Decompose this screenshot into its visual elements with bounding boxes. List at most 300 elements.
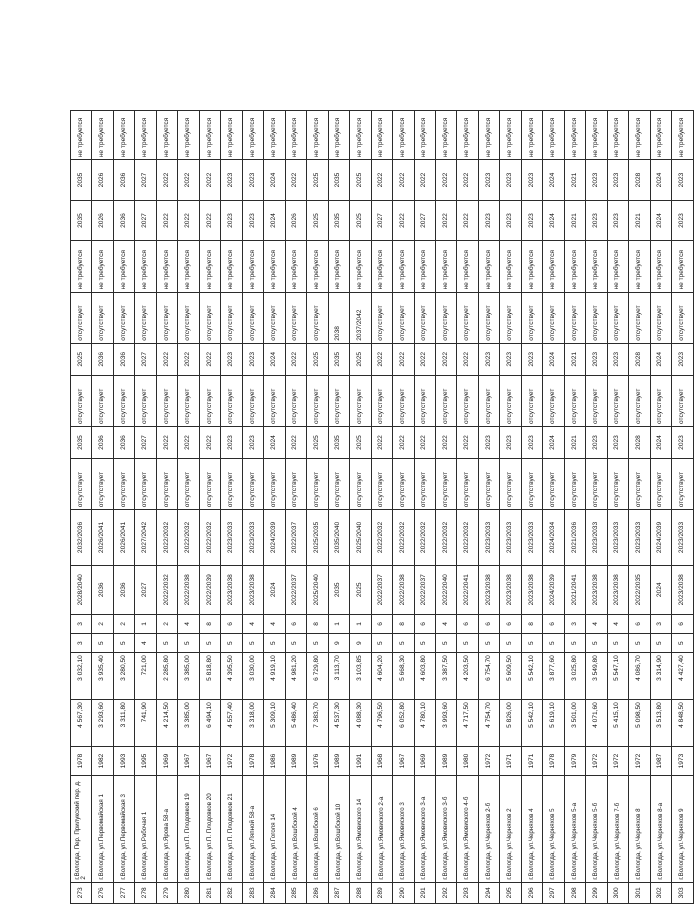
cell-year-water: 2036 — [113, 200, 134, 241]
cell-living-area: 4 427,40 — [672, 653, 694, 700]
cell-repair-electric: отсутствует — [156, 375, 177, 426]
cell-total-area: 5 486,40 — [285, 700, 306, 747]
cell-year-electric: 2021 — [564, 343, 585, 375]
cell-repair-basement: отсутствует — [156, 459, 177, 510]
cell-total-area: 6 494,10 — [199, 700, 220, 747]
cell-living-area: 3 877,60 — [543, 653, 564, 700]
cell-year-built: 1976 — [307, 747, 328, 776]
cell-repair-lift: не требуется — [135, 241, 156, 292]
cell-repair-heating: отсутствует — [414, 292, 435, 343]
cell-year-sewer: 2022 — [414, 160, 435, 201]
cell-entrances: 6 — [285, 614, 306, 633]
cell-repair-electric: отсутствует — [478, 375, 499, 426]
cell-repair-basement: отсутствует — [285, 459, 306, 510]
cell-year-water: 2035 — [328, 200, 349, 241]
cell-year-basement: 2025 — [350, 427, 371, 459]
cell-repair-basement: отсутствует — [650, 459, 671, 510]
cell-row-number: 283 — [242, 882, 263, 903]
cell-repair-heating: отсутствует — [564, 292, 585, 343]
cell-floors: 5 — [221, 634, 242, 653]
cell-year-built: 1993 — [113, 747, 134, 776]
cell-floors: 5 — [242, 634, 263, 653]
cell-repair-facade: 2023/2033 — [500, 510, 521, 565]
cell-repair-electric: отсутствует — [414, 375, 435, 426]
cell-year-water: 2022 — [435, 200, 456, 241]
cell-total-area: 4 754,70 — [478, 700, 499, 747]
cell-year-built: 1972 — [607, 747, 628, 776]
cell-repair-facade: 2026/2041 — [92, 510, 113, 565]
cell-repair-roof: 2028/2040 — [71, 565, 92, 614]
cell-living-area: 4 603,80 — [414, 653, 435, 700]
cell-repair-electric: отсутствует — [371, 375, 392, 426]
cell-floors: 5 — [199, 634, 220, 653]
cell-entrances: 2 — [113, 614, 134, 633]
cell-address: г.Вологда, ул.Черняхов 4 — [521, 775, 542, 882]
cell-entrances: 6 — [414, 614, 435, 633]
cell-year-basement: 2024 — [650, 427, 671, 459]
cell-repair-heating: отсутствует — [586, 292, 607, 343]
cell-entrances: 6 — [371, 614, 392, 633]
cell-repair-basement: отсутствует — [242, 459, 263, 510]
cell-floors: 5 — [564, 634, 585, 653]
cell-year-water: 2023 — [672, 200, 694, 241]
table-row — [92, 111, 113, 904]
cell-address: г.Вологда, ул.Черняхов 8 — [629, 775, 650, 882]
cell-address: г.Вологда, ул.Первомайская 3 — [113, 775, 134, 882]
cell-repair-electric: отсутствует — [71, 375, 92, 426]
cell-living-area: 3 025,80 — [564, 653, 585, 700]
cell-repair-lift: не требуется — [543, 241, 564, 292]
cell-entrances: 3 — [71, 614, 92, 633]
cell-repair-foundation: не требуется — [435, 111, 456, 160]
cell-repair-foundation: не требуется — [371, 111, 392, 160]
cell-repair-facade: 2022/2032 — [457, 510, 478, 565]
cell-repair-heating: отсутствует — [71, 292, 92, 343]
cell-year-built: 1972 — [586, 747, 607, 776]
cell-repair-lift: не требуется — [71, 241, 92, 292]
cell-year-sewer: 2026 — [92, 160, 113, 201]
cell-repair-foundation: не требуется — [521, 111, 542, 160]
cell-total-area: 5 542,10 — [521, 700, 542, 747]
cell-repair-lift: не требуется — [328, 241, 349, 292]
cell-floors: 5 — [500, 634, 521, 653]
cell-year-sewer: 2025 — [307, 160, 328, 201]
cell-year-built: 1989 — [285, 747, 306, 776]
cell-repair-foundation: не требуется — [350, 111, 371, 160]
cell-repair-lift: не требуется — [221, 241, 242, 292]
cell-total-area: 4 537,30 — [328, 700, 349, 747]
cell-year-basement: 2035 — [71, 427, 92, 459]
table-row — [521, 111, 542, 904]
cell-repair-electric: отсутствует — [264, 375, 285, 426]
cell-entrances: 6 — [672, 614, 694, 633]
cell-row-number: 295 — [500, 882, 521, 903]
cell-year-built: 1989 — [328, 747, 349, 776]
cell-floors: 5 — [435, 634, 456, 653]
cell-living-area: 5 547,10 — [607, 653, 628, 700]
table-row — [672, 111, 694, 904]
cell-year-built: 1972 — [629, 747, 650, 776]
cell-year-electric: 2022 — [156, 343, 177, 375]
cell-row-number: 281 — [199, 882, 220, 903]
cell-year-built: 1979 — [564, 747, 585, 776]
cell-entrances: 1 — [350, 614, 371, 633]
cell-year-electric: 2023 — [672, 343, 694, 375]
cell-repair-roof: 2023/2038 — [521, 565, 542, 614]
cell-repair-foundation: не требуется — [264, 111, 285, 160]
cell-repair-foundation: не требуется — [221, 111, 242, 160]
cell-repair-lift: не требуется — [350, 241, 371, 292]
cell-year-basement: 2035 — [328, 427, 349, 459]
cell-row-number: 297 — [543, 882, 564, 903]
cell-entrances: 4 — [435, 614, 456, 633]
cell-repair-basement: отсутствует — [178, 459, 199, 510]
cell-year-built: 1971 — [500, 747, 521, 776]
cell-floors: 3 — [71, 634, 92, 653]
cell-repair-electric: отсутствует — [199, 375, 220, 426]
cell-living-area: 4 981,20 — [285, 653, 306, 700]
cell-repair-facade: 2022/2032 — [156, 510, 177, 565]
cell-entrances: 8 — [521, 614, 542, 633]
cell-repair-heating: отсутствует — [543, 292, 564, 343]
cell-repair-electric: отсутствует — [221, 375, 242, 426]
cell-year-sewer: 2022 — [435, 160, 456, 201]
cell-address: г.Вологда, ул.Черняхов 7-б — [607, 775, 628, 882]
cell-repair-roof: 2022/2040 — [435, 565, 456, 614]
cell-entrances: 6 — [478, 614, 499, 633]
cell-repair-roof: 2024 — [650, 565, 671, 614]
cell-year-water: 2021 — [564, 200, 585, 241]
cell-repair-roof: 2023/2038 — [672, 565, 694, 614]
cell-repair-roof: 2022/2039 — [199, 565, 220, 614]
cell-year-built: 1969 — [414, 747, 435, 776]
cell-year-water: 2023 — [586, 200, 607, 241]
cell-year-built: 1967 — [393, 747, 414, 776]
cell-repair-electric: отсутствует — [242, 375, 263, 426]
cell-entrances: 4 — [264, 614, 285, 633]
cell-repair-heating: отсутствует — [607, 292, 628, 343]
cell-living-area: 5 542,10 — [521, 653, 542, 700]
cell-year-basement: 2022 — [178, 427, 199, 459]
cell-total-area: 4 214,50 — [156, 700, 177, 747]
cell-year-built: 1978 — [543, 747, 564, 776]
cell-repair-heating: отсутствует — [457, 292, 478, 343]
cell-repair-facade: 2023/2033 — [478, 510, 499, 565]
cell-address: г.Вологда, ул.Черняхов 9 — [672, 775, 694, 882]
cell-row-number: 288 — [350, 882, 371, 903]
cell-total-area: 4 717,50 — [457, 700, 478, 747]
cell-year-sewer: 2036 — [113, 160, 134, 201]
cell-entrances: 3 — [650, 614, 671, 633]
cell-year-sewer: 2024 — [264, 160, 285, 201]
cell-repair-heating: отсутствует — [672, 292, 694, 343]
cell-floors: 5 — [285, 634, 306, 653]
cell-year-basement: 2027 — [135, 427, 156, 459]
cell-address: г.Вологда, ул.Ямовиского 14 — [350, 775, 371, 882]
cell-repair-basement: отсутствует — [221, 459, 242, 510]
cell-entrances: 4 — [586, 614, 607, 633]
cell-entrances: 6 — [500, 614, 521, 633]
cell-row-number: 294 — [478, 882, 499, 903]
cell-year-basement: 2023 — [586, 427, 607, 459]
cell-total-area: 5 619,10 — [543, 700, 564, 747]
cell-living-area: 3 935,40 — [92, 653, 113, 700]
cell-year-sewer: 2022 — [457, 160, 478, 201]
cell-address: г.Вологда, ул.Черняхов 5 — [543, 775, 564, 882]
cell-address: г.Вологда, ул.Ямовиского 3-а — [414, 775, 435, 882]
cell-year-water: 2027 — [371, 200, 392, 241]
cell-row-number: 285 — [285, 882, 306, 903]
cell-year-basement: 2022 — [457, 427, 478, 459]
cell-repair-basement: отсутствует — [521, 459, 542, 510]
table-row — [371, 111, 392, 904]
cell-floors: 5 — [414, 634, 435, 653]
cell-repair-lift: не требуется — [607, 241, 628, 292]
cell-floors: 5 — [543, 634, 564, 653]
cell-living-area: 3 030,00 — [242, 653, 263, 700]
cell-year-electric: 2023 — [478, 343, 499, 375]
cell-year-electric: 2027 — [135, 343, 156, 375]
cell-row-number: 299 — [586, 882, 607, 903]
cell-repair-foundation: не требуется — [71, 111, 92, 160]
cell-year-built: 1991 — [350, 747, 371, 776]
cell-repair-foundation: не требуется — [607, 111, 628, 160]
cell-total-area: 4 071,60 — [586, 700, 607, 747]
cell-year-water: 2023 — [242, 200, 263, 241]
cell-repair-roof: 2035 — [328, 565, 349, 614]
cell-year-electric: 2035 — [328, 343, 349, 375]
cell-year-water: 2022 — [457, 200, 478, 241]
cell-year-built: 1980 — [457, 747, 478, 776]
cell-year-basement: 2025 — [307, 427, 328, 459]
cell-address: г.Вологда, ул.Ямовиского 2-а — [371, 775, 392, 882]
cell-repair-basement: отсутствует — [92, 459, 113, 510]
cell-repair-heating: отсутствует — [242, 292, 263, 343]
cell-year-built: 1971 — [521, 747, 542, 776]
table-row — [564, 111, 585, 904]
cell-year-basement: 2023 — [221, 427, 242, 459]
cell-address: г.Вологда, ул.П. Плодовков 20 — [199, 775, 220, 882]
cell-year-water: 2022 — [156, 200, 177, 241]
cell-repair-foundation: не требуется — [328, 111, 349, 160]
cell-year-electric: 2036 — [113, 343, 134, 375]
cell-repair-roof: 2021/2041 — [564, 565, 585, 614]
cell-repair-facade: 2022/2032 — [178, 510, 199, 565]
table-row — [113, 111, 134, 904]
cell-year-sewer: 2023 — [221, 160, 242, 201]
cell-repair-foundation: не требуется — [178, 111, 199, 160]
cell-year-built: 1978 — [242, 747, 263, 776]
cell-repair-roof: 2022/2037 — [285, 565, 306, 614]
cell-year-basement: 2023 — [478, 427, 499, 459]
cell-repair-basement: отсутствует — [371, 459, 392, 510]
cell-repair-facade: 2022/2037 — [285, 510, 306, 565]
cell-year-sewer: 2035 — [328, 160, 349, 201]
cell-year-electric: 2023 — [607, 343, 628, 375]
cell-repair-facade: 2023/2033 — [672, 510, 694, 565]
cell-year-electric: 2023 — [586, 343, 607, 375]
cell-repair-basement: отсутствует — [113, 459, 134, 510]
cell-repair-lift: не требуется — [156, 241, 177, 292]
cell-repair-heating: отсутствует — [221, 292, 242, 343]
cell-year-electric: 2023 — [521, 343, 542, 375]
cell-repair-facade: 2023/2033 — [521, 510, 542, 565]
cell-year-electric: 2025 — [307, 343, 328, 375]
cell-repair-facade: 2024/2034 — [543, 510, 564, 565]
cell-repair-heating: отсутствует — [113, 292, 134, 343]
cell-year-sewer: 2023 — [242, 160, 263, 201]
cell-repair-facade: 2022/2032 — [435, 510, 456, 565]
table-row — [435, 111, 456, 904]
cell-repair-facade: 2022/2032 — [199, 510, 220, 565]
cell-total-area: 7 383,70 — [307, 700, 328, 747]
cell-repair-heating: отсутствует — [393, 292, 414, 343]
cell-row-number: 289 — [371, 882, 392, 903]
cell-repair-basement: отсутствует — [629, 459, 650, 510]
cell-address: г.Вологда, ул.Ямовиского 4-б — [457, 775, 478, 882]
cell-repair-roof: 2023/2038 — [221, 565, 242, 614]
data-table — [70, 110, 694, 904]
cell-repair-heating: отсутствует — [178, 292, 199, 343]
cell-year-water: 2025 — [307, 200, 328, 241]
cell-year-electric: 2022 — [457, 343, 478, 375]
cell-year-electric: 2022 — [199, 343, 220, 375]
cell-entrances: 4 — [178, 614, 199, 633]
cell-row-number: 278 — [135, 882, 156, 903]
cell-repair-electric: отсутствует — [178, 375, 199, 426]
cell-year-basement: 2022 — [156, 427, 177, 459]
table-row — [71, 111, 92, 904]
table-row — [500, 111, 521, 904]
cell-repair-roof: 2025 — [350, 565, 371, 614]
cell-floors: 5 — [264, 634, 285, 653]
rotated-page — [70, 110, 694, 904]
cell-repair-basement: отсутствует — [586, 459, 607, 510]
cell-living-area: 5 818,80 — [199, 653, 220, 700]
cell-repair-facade: 2024/2039 — [650, 510, 671, 565]
cell-repair-facade: 2023/2033 — [607, 510, 628, 565]
cell-repair-facade: 2023/2033 — [221, 510, 242, 565]
cell-row-number: 276 — [92, 882, 113, 903]
cell-entrances: 6 — [543, 614, 564, 633]
cell-year-sewer: 2022 — [371, 160, 392, 201]
cell-year-built: 1973 — [672, 747, 694, 776]
table-body — [71, 111, 694, 904]
cell-total-area: 5 415,10 — [607, 700, 628, 747]
cell-repair-electric: отсутствует — [113, 375, 134, 426]
cell-total-area: 4 796,50 — [371, 700, 392, 747]
cell-year-water: 2024 — [650, 200, 671, 241]
cell-floors: 5 — [521, 634, 542, 653]
cell-repair-facade: 2023/2033 — [629, 510, 650, 565]
cell-repair-foundation: не требуется — [500, 111, 521, 160]
cell-repair-roof: 2023/2038 — [586, 565, 607, 614]
cell-repair-electric: отсутствует — [435, 375, 456, 426]
cell-repair-basement: отсутствует — [564, 459, 585, 510]
cell-entrances: 2 — [92, 614, 113, 633]
cell-row-number: 298 — [564, 882, 585, 903]
cell-floors: 5 — [586, 634, 607, 653]
cell-year-basement: 2021 — [564, 427, 585, 459]
table-row — [478, 111, 499, 904]
cell-year-basement: 2028 — [629, 427, 650, 459]
cell-total-area: 4 567,30 — [71, 700, 92, 747]
cell-year-sewer: 2022 — [178, 160, 199, 201]
cell-year-water: 2022 — [199, 200, 220, 241]
cell-year-basement: 2022 — [414, 427, 435, 459]
cell-repair-electric: отсутствует — [500, 375, 521, 426]
cell-repair-heating: отсутствует — [307, 292, 328, 343]
cell-repair-lift: не требуется — [264, 241, 285, 292]
cell-repair-electric: отсутствует — [307, 375, 328, 426]
table-row — [629, 111, 650, 904]
cell-total-area: 3 993,60 — [435, 700, 456, 747]
cell-repair-heating: отсутствует — [521, 292, 542, 343]
cell-year-built: 1987 — [650, 747, 671, 776]
cell-repair-roof: 2022/2032 — [156, 565, 177, 614]
cell-year-water: 2024 — [543, 200, 564, 241]
cell-floors: 5 — [478, 634, 499, 653]
cell-living-area: 3 113,70 — [328, 653, 349, 700]
cell-floors: 5 — [307, 634, 328, 653]
cell-year-built: 1968 — [371, 747, 392, 776]
cell-living-area: 3 314,90 — [650, 653, 671, 700]
cell-year-water: 2026 — [285, 200, 306, 241]
cell-year-sewer: 2023 — [586, 160, 607, 201]
cell-total-area: 3 501,00 — [564, 700, 585, 747]
cell-year-electric: 2023 — [221, 343, 242, 375]
table-row — [543, 111, 564, 904]
cell-year-electric: 2024 — [264, 343, 285, 375]
cell-repair-electric: отсутствует — [543, 375, 564, 426]
cell-living-area: 4 203,50 — [457, 653, 478, 700]
cell-year-water: 2023 — [521, 200, 542, 241]
cell-repair-foundation: не требуется — [414, 111, 435, 160]
cell-address: г.Вологда, ул.Ямовиского 3-б — [435, 775, 456, 882]
cell-year-sewer: 2025 — [350, 160, 371, 201]
cell-year-built: 1972 — [221, 747, 242, 776]
cell-repair-heating: отсутствует — [371, 292, 392, 343]
cell-repair-lift: не требуется — [414, 241, 435, 292]
cell-repair-foundation: не требуется — [285, 111, 306, 160]
cell-year-basement: 2023 — [521, 427, 542, 459]
cell-address: г.Вологда, ул.Вошбской 10 — [328, 775, 349, 882]
table-row — [350, 111, 371, 904]
cell-address: г.Вологда, ул.Ляпной 58-а — [242, 775, 263, 882]
cell-entrances: 1 — [328, 614, 349, 633]
cell-year-basement: 2023 — [672, 427, 694, 459]
cell-entrances: 4 — [242, 614, 263, 633]
cell-address: г.Вологда, ул.Первомайская 1 — [92, 775, 113, 882]
cell-repair-basement: отсутствует — [500, 459, 521, 510]
cell-repair-electric: отсутствует — [629, 375, 650, 426]
cell-repair-lift: не требуется — [92, 241, 113, 292]
cell-total-area: 3 513,80 — [650, 700, 671, 747]
cell-floors: 5 — [178, 634, 199, 653]
cell-repair-heating: отсутствует — [92, 292, 113, 343]
cell-repair-foundation: не требуется — [92, 111, 113, 160]
cell-repair-foundation: не требуется — [478, 111, 499, 160]
cell-floors: 9 — [350, 634, 371, 653]
cell-row-number: 286 — [307, 882, 328, 903]
cell-repair-electric: отсутствует — [92, 375, 113, 426]
cell-year-electric: 2022 — [393, 343, 414, 375]
cell-year-built: 1982 — [92, 747, 113, 776]
cell-living-area: 3 549,80 — [586, 653, 607, 700]
cell-floors: 9 — [328, 634, 349, 653]
table-row — [199, 111, 220, 904]
cell-year-water: 2035 — [71, 200, 92, 241]
